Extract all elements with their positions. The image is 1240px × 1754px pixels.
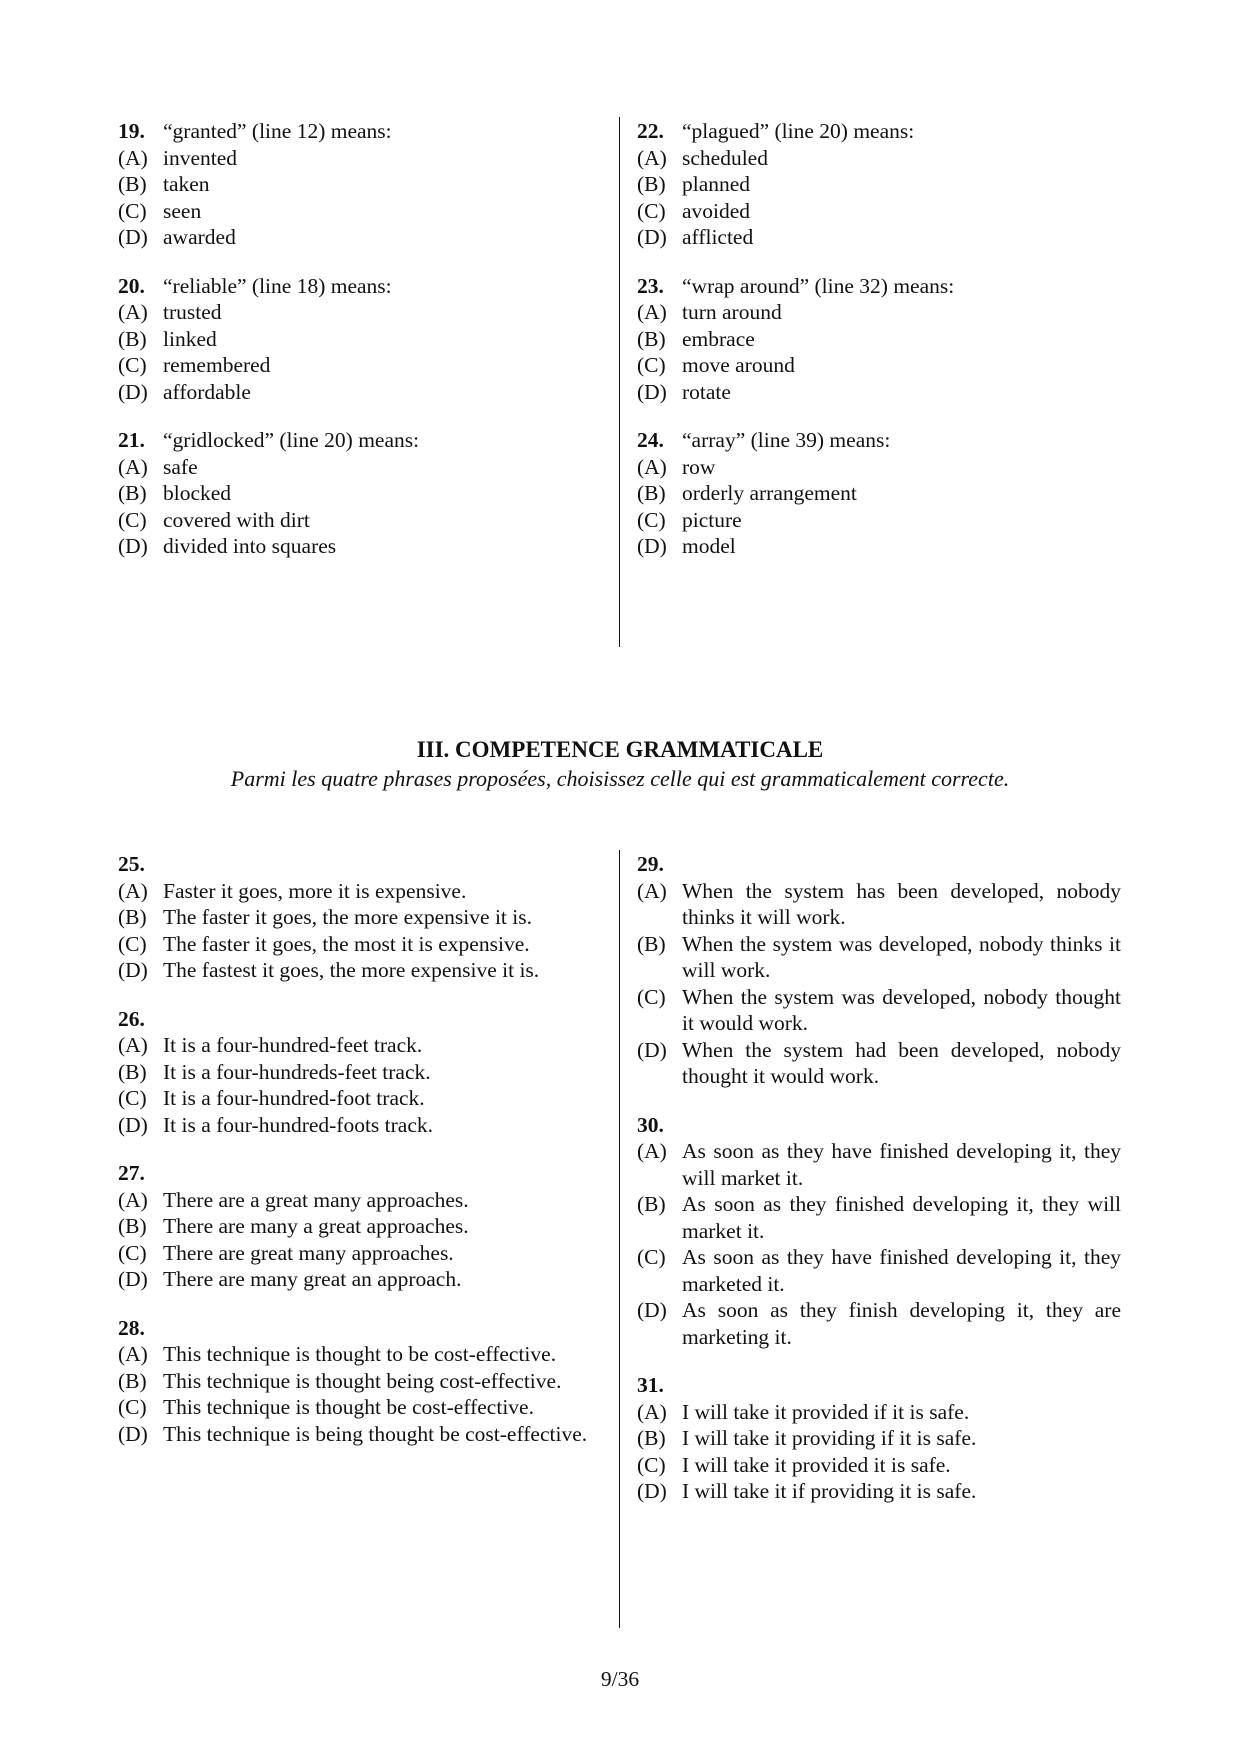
option-letter: (A) [118, 878, 148, 903]
question-header [118, 1006, 595, 1033]
option-letter: (B) [637, 1426, 666, 1450]
option-text: As soon as they finished developing it, they will market it. [682, 1192, 1121, 1243]
option-letter: (B) [637, 931, 666, 956]
option-text: I will take it provided it is safe. [682, 1452, 951, 1477]
answer-option [637, 224, 1121, 251]
answer-option [637, 326, 1121, 353]
option-text: It is a four-hundred-feet track. [163, 1033, 423, 1057]
option-text: afflicted [682, 225, 754, 249]
option-text: It is a four-hundred-foots track. [163, 1112, 434, 1137]
question-header [637, 1372, 1121, 1399]
question-header [637, 851, 1121, 878]
answer-option [118, 878, 595, 905]
answer-option [118, 1368, 595, 1395]
answer-option [637, 299, 1121, 326]
question-number: 31. [637, 1373, 664, 1397]
answer-option [118, 957, 595, 984]
answer-option [118, 1187, 595, 1214]
question-21 [118, 427, 598, 560]
answer-option [637, 1297, 1121, 1350]
answer-option [118, 224, 598, 251]
answer-option [118, 1059, 595, 1086]
question-prompt: “array” (line 39) means: [682, 428, 891, 452]
option-letter: (A) [637, 454, 667, 479]
option-text: trusted [163, 300, 222, 324]
bottom-left-column [118, 851, 595, 1469]
option-text: This technique is thought being cost-effective. [163, 1368, 562, 1393]
answer-option [118, 145, 598, 172]
question-number: 23. [637, 273, 664, 298]
option-text: As soon as they finish developing it, they are marketing it. [682, 1298, 1121, 1349]
question-header [637, 427, 1121, 454]
option-letter: (C) [118, 931, 147, 956]
option-letter: (A) [637, 145, 667, 170]
answer-option [118, 904, 595, 931]
option-letter: (D) [637, 225, 667, 249]
answer-option [118, 171, 598, 198]
option-letter: (B) [118, 172, 147, 196]
option-text: remembered [163, 353, 271, 377]
question-30 [637, 1112, 1121, 1351]
question-header [637, 273, 1121, 300]
question-number: 29. [637, 852, 664, 876]
option-text: There are great many approaches. [163, 1240, 454, 1265]
answer-option [118, 533, 598, 560]
option-letter: (D) [118, 225, 148, 249]
question-22 [637, 118, 1121, 251]
top-left-column [118, 118, 598, 582]
answer-option [637, 1425, 1121, 1452]
question-number: 22. [637, 119, 664, 143]
answer-option [637, 1138, 1121, 1191]
answer-option [118, 326, 598, 353]
answer-option [637, 145, 1121, 172]
option-text: The fastest it goes, the more expensive it is. [163, 958, 540, 982]
option-text: avoided [682, 198, 751, 223]
question-28 [118, 1315, 595, 1448]
option-letter: (A) [118, 1187, 148, 1212]
option-text: orderly arrangement [682, 481, 857, 505]
answer-option [637, 480, 1121, 507]
answer-option [637, 379, 1121, 406]
option-text: affordable [163, 379, 251, 404]
option-letter: (B) [118, 481, 147, 505]
option-letter: (B) [637, 172, 666, 196]
answer-option [637, 171, 1121, 198]
option-text: row [682, 454, 716, 479]
answer-option [118, 1421, 595, 1448]
answer-option [118, 480, 598, 507]
option-letter: (D) [637, 379, 667, 404]
option-text: embrace [682, 326, 755, 351]
question-prompt: “reliable” (line 18) means: [163, 273, 392, 298]
option-letter: (D) [118, 379, 148, 404]
question-number: 20. [118, 273, 145, 298]
option-letter: (A) [118, 145, 148, 170]
option-letter: (A) [118, 1342, 148, 1366]
answer-option [118, 299, 598, 326]
option-text: linked [163, 326, 217, 351]
question-prompt: “plagued” (line 20) means: [682, 119, 915, 143]
option-text: As soon as they have finished developing it, they will market it. [682, 1139, 1121, 1190]
option-letter: (A) [637, 878, 667, 903]
question-header [637, 1112, 1121, 1139]
option-text: rotate [682, 379, 731, 404]
option-letter: (D) [118, 1267, 148, 1291]
option-letter: (B) [637, 1192, 666, 1216]
section-instructions: Parmi les quatre phrases proposées, choisissez celle qui est grammaticalement correcte. [230, 766, 1010, 791]
question-19 [118, 118, 598, 251]
question-29 [637, 851, 1121, 1090]
option-text: This technique is thought to be cost-effective. [163, 1342, 557, 1366]
option-letter: (B) [118, 1059, 147, 1084]
option-text: turn around [682, 300, 782, 324]
question-header [118, 1315, 595, 1342]
question-23 [637, 273, 1121, 406]
answer-option [637, 984, 1121, 1037]
option-letter: (D) [637, 1479, 667, 1503]
option-text: divided into squares [163, 534, 337, 558]
option-letter: (C) [118, 353, 147, 377]
option-text: invented [163, 145, 238, 170]
option-letter: (A) [637, 1139, 667, 1163]
option-letter: (B) [637, 481, 666, 505]
option-letter: (C) [637, 984, 666, 1009]
question-prompt: “wrap around” (line 32) means: [682, 273, 955, 298]
option-text: The faster it goes, the more expensive it is. [163, 905, 532, 929]
answer-option [637, 1037, 1121, 1090]
question-header [118, 427, 598, 454]
option-letter: (A) [118, 1033, 148, 1057]
option-text: The faster it goes, the most it is expensive. [163, 931, 530, 956]
answer-option [637, 533, 1121, 560]
answer-option [118, 507, 598, 534]
option-text: There are many a great approaches. [163, 1214, 469, 1238]
answer-option [637, 507, 1121, 534]
option-letter: (D) [637, 534, 667, 558]
answer-option [118, 931, 595, 958]
option-letter: (B) [637, 326, 666, 351]
section-title: III. COMPETENCE GRAMMATICALE [416, 737, 824, 762]
option-letter: (C) [118, 1086, 147, 1110]
answer-option [118, 352, 598, 379]
option-text: scheduled [682, 145, 768, 170]
answer-option [637, 198, 1121, 225]
question-20 [118, 273, 598, 406]
option-letter: (B) [118, 1214, 147, 1238]
question-number: 24. [637, 428, 664, 452]
answer-option [118, 454, 598, 481]
option-letter: (B) [118, 326, 147, 351]
answer-option [637, 1399, 1121, 1426]
column-divider-top [619, 117, 620, 647]
answer-option [118, 379, 598, 406]
option-letter: (C) [118, 507, 147, 532]
option-letter: (D) [637, 1037, 667, 1062]
answer-option [637, 454, 1121, 481]
question-header [637, 118, 1121, 145]
column-divider-bottom [619, 850, 620, 1628]
answer-option [118, 1341, 595, 1368]
option-letter: (C) [118, 1395, 147, 1419]
question-26 [118, 1006, 595, 1139]
answer-option [118, 1266, 595, 1293]
answer-option [637, 1244, 1121, 1297]
option-letter: (A) [637, 300, 667, 324]
option-letter: (C) [637, 507, 666, 532]
option-text: There are many great an approach. [163, 1267, 462, 1291]
question-number: 21. [118, 428, 145, 452]
option-text: safe [163, 454, 198, 479]
answer-option [118, 1032, 595, 1059]
option-letter: (A) [637, 1399, 667, 1424]
option-text: Faster it goes, more it is expensive. [163, 878, 467, 903]
option-letter: (C) [637, 1452, 666, 1477]
option-text: There are a great many approaches. [163, 1187, 469, 1212]
answer-option [118, 198, 598, 225]
option-text: When the system has been developed, nobody thinks it will work. [682, 878, 1121, 929]
option-text: covered with dirt [163, 507, 310, 532]
option-text: When the system was developed, nobody thinks it will work. [682, 931, 1121, 982]
option-letter: (D) [118, 958, 148, 982]
question-header [118, 273, 598, 300]
answer-option [118, 1112, 595, 1139]
question-number: 27. [118, 1161, 145, 1185]
option-letter: (C) [637, 1245, 666, 1269]
question-27 [118, 1160, 595, 1293]
answer-option [637, 1191, 1121, 1244]
option-letter: (C) [118, 198, 147, 223]
option-text: picture [682, 507, 742, 532]
option-text: When the system was developed, nobody thought it would work. [682, 984, 1121, 1035]
bottom-right-column [637, 851, 1121, 1527]
question-number: 28. [118, 1315, 145, 1340]
answer-option [118, 1213, 595, 1240]
answer-option [637, 1478, 1121, 1505]
option-letter: (D) [118, 534, 148, 558]
option-letter: (C) [637, 353, 666, 377]
option-letter: (C) [637, 198, 666, 223]
answer-option [118, 1240, 595, 1267]
answer-option [118, 1394, 595, 1421]
option-text: This technique is thought be cost-effective. [163, 1395, 534, 1419]
question-24 [637, 427, 1121, 560]
page-number: 9/36 [600, 1667, 640, 1691]
option-text: model [682, 534, 736, 558]
answer-option [637, 1452, 1121, 1479]
question-header [118, 118, 598, 145]
question-number: 19. [118, 119, 145, 143]
question-prompt: “gridlocked” (line 20) means: [163, 428, 420, 452]
answer-option [637, 352, 1121, 379]
question-header [118, 851, 595, 878]
question-31 [637, 1372, 1121, 1505]
option-letter: (D) [118, 1112, 148, 1137]
option-text: When the system had been developed, nobody thought it would work. [682, 1037, 1121, 1088]
question-prompt: “granted” (line 12) means: [163, 119, 392, 143]
option-letter: (A) [118, 454, 148, 479]
answer-option [637, 878, 1121, 931]
option-letter: (C) [118, 1240, 147, 1265]
option-text: taken [163, 172, 210, 196]
answer-option [637, 931, 1121, 984]
option-text: I will take it if providing it is safe. [682, 1479, 977, 1503]
question-25 [118, 851, 595, 984]
option-text: As soon as they have finished developing it, they marketed it. [682, 1245, 1121, 1296]
option-text: blocked [163, 481, 232, 505]
answer-option [118, 1085, 595, 1112]
question-number: 26. [118, 1006, 145, 1031]
option-text: I will take it providing if it is safe. [682, 1426, 977, 1450]
question-number: 30. [637, 1112, 664, 1137]
option-letter: (B) [118, 1368, 147, 1393]
option-letter: (A) [118, 300, 148, 324]
option-text: move around [682, 353, 795, 377]
option-text: I will take it provided if it is safe. [682, 1399, 970, 1424]
question-header [118, 1160, 595, 1187]
option-text: seen [163, 198, 202, 223]
option-text: planned [682, 172, 751, 196]
option-letter: (D) [637, 1298, 667, 1322]
question-number: 25. [118, 852, 145, 876]
option-text: This technique is being thought be cost-effective. [163, 1421, 588, 1446]
top-right-column [637, 118, 1121, 582]
option-text: awarded [163, 225, 236, 249]
option-letter: (B) [118, 905, 147, 929]
option-text: It is a four-hundreds-feet track. [163, 1059, 431, 1084]
option-letter: (D) [118, 1421, 148, 1446]
option-text: It is a four-hundred-foot track. [163, 1086, 425, 1110]
